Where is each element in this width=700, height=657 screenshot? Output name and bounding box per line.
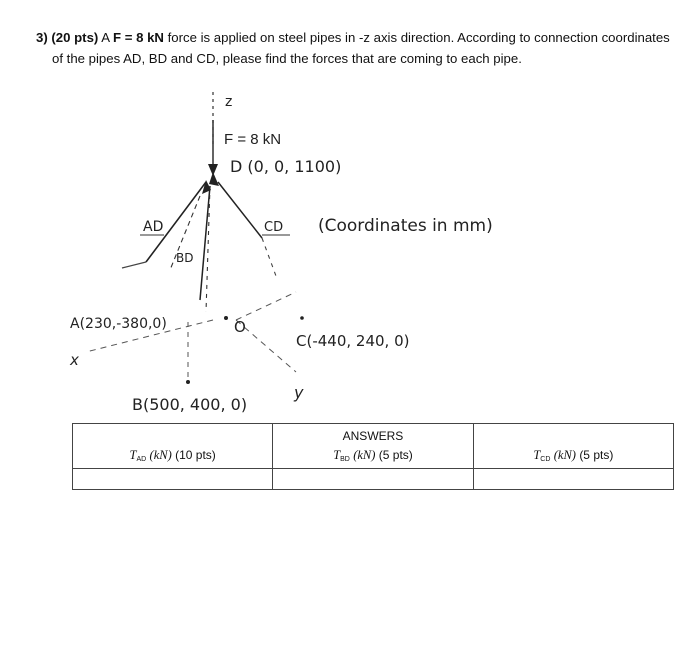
t-ad-unit: (kN) xyxy=(149,448,172,462)
point-c-label: C(-440, 240, 0) xyxy=(296,332,410,350)
answer-cell-ad[interactable] xyxy=(73,469,273,490)
t-ad-symbol: T xyxy=(129,448,137,462)
c-connector-line xyxy=(236,292,296,320)
t-cd-points: (5 pts) xyxy=(579,448,614,462)
pipe-cd-label: CD xyxy=(264,220,284,235)
pipe-cd-dashed xyxy=(262,238,276,276)
pipe-cd-line xyxy=(218,182,262,238)
y-axis-label: y xyxy=(294,383,304,402)
t-cd-subscript: CD xyxy=(540,456,551,463)
point-b-label: B(500, 400, 0) xyxy=(132,395,248,414)
point-a-label: A(230,-380,0) xyxy=(70,316,167,332)
point-b-dot xyxy=(186,380,190,384)
point-c-dot xyxy=(300,316,304,320)
problem-line1: force is applied on steel pipes in -z axis direction. According to connection coordinates xyxy=(167,30,670,45)
origin-dot xyxy=(224,316,228,320)
t-bd-unit: (kN) xyxy=(353,448,376,462)
answers-title: ANSWERS xyxy=(342,429,404,443)
answer-header-bd xyxy=(273,424,473,469)
pipe-ad-tail xyxy=(122,262,146,268)
answer-header-cd xyxy=(473,424,673,469)
pipe-ad-label: AD xyxy=(143,219,164,235)
pipe-cd-arrow xyxy=(209,172,219,186)
problem-number: 3) xyxy=(36,30,48,45)
answer-cell-bd[interactable] xyxy=(273,469,473,490)
problem-intro: A xyxy=(101,30,110,45)
force-label: F = 8 kN xyxy=(224,131,282,148)
point-d-label: D (0, 0, 1100) xyxy=(230,157,342,176)
answer-cell-cd[interactable] xyxy=(473,469,673,490)
t-bd-symbol: T xyxy=(333,448,341,462)
problem-line2: of the pipes AD, BD and CD, please find the forces that are coming to each pipe. xyxy=(52,51,522,66)
x-axis-label: x xyxy=(70,351,79,369)
answers-table xyxy=(72,423,674,490)
t-ad-points: (10 pts) xyxy=(175,448,216,462)
t-ad-subscript: AD xyxy=(136,456,147,463)
problem-points: (20 pts) xyxy=(51,30,99,45)
t-bd-subscript: BD xyxy=(340,456,350,463)
t-cd-unit: (kN) xyxy=(553,448,576,462)
t-cd-symbol: T xyxy=(533,448,541,462)
t-bd-points: (5 pts) xyxy=(378,448,413,462)
pipe-bd-label: BD xyxy=(176,251,194,265)
origin-label: O xyxy=(234,318,246,336)
coordinates-note: (Coordinates in mm) xyxy=(318,216,493,236)
force-expression: F = 8 kN xyxy=(113,30,164,45)
answer-header-ad xyxy=(73,424,273,469)
z-axis-label: z xyxy=(225,94,233,110)
